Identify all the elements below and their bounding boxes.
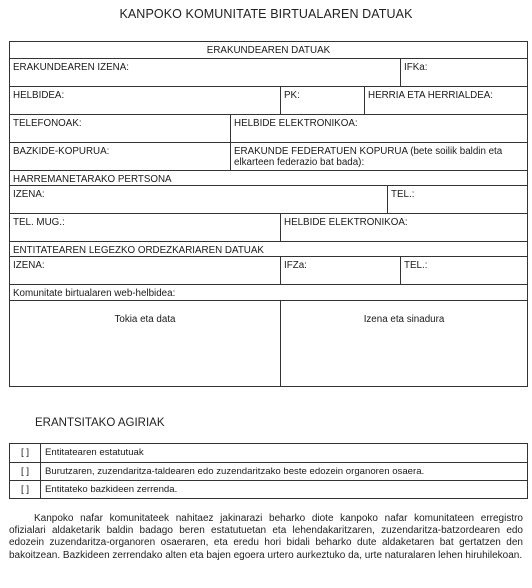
phones-field[interactable]: TELEFONOAK: bbox=[13, 118, 82, 129]
contact-email-field[interactable]: HELBIDE ELEKTRONIKOA: bbox=[280, 214, 527, 241]
entity-email-field[interactable]: HELBIDE ELEKTRONIKOA: bbox=[230, 115, 527, 142]
attachments-heading: ERANTSITAKO AGIRIAK bbox=[35, 417, 165, 429]
contact-name-field[interactable]: IZENA: bbox=[13, 189, 45, 200]
attachment-label: Burutzaren, zuzendaritza-taldearen edo zuzendaritzako beste edozein organoren osaera. bbox=[45, 466, 425, 477]
section-legal-header: ENTITATEAREN LEGEZKO ORDEZKARIAREN DATUAK bbox=[13, 245, 264, 256]
contact-tel-field[interactable]: TEL.: bbox=[387, 186, 527, 213]
federation-count-field[interactable]: ERAKUNDE FEDERATUEN KOPURUA (bete soilik baldin eta elkarteen federazio bat bada): bbox=[230, 143, 527, 170]
legal-tel-field[interactable]: TEL.: bbox=[400, 257, 527, 284]
section-contact-header: HARREMANETARAKO PERTSONA bbox=[13, 174, 172, 185]
community-data-form bbox=[9, 41, 528, 387]
legal-nif-field[interactable]: IFZa: bbox=[280, 257, 400, 284]
entity-name-field[interactable]: ERAKUNDEAREN IZENA: bbox=[13, 62, 129, 73]
attachment-checkbox[interactable]: [ ] bbox=[10, 463, 41, 480]
page-title: KANPOKO KOMUNITATE BIRTUALAREN DATUAK bbox=[119, 7, 413, 21]
place-date-field[interactable]: Tokia eta data bbox=[114, 314, 176, 325]
nif-field[interactable]: IFKa: bbox=[400, 59, 527, 86]
legal-name-field[interactable]: IZENA: bbox=[13, 260, 45, 271]
website-field[interactable]: Komunitate birtualaren web-helbidea: bbox=[13, 288, 176, 299]
attachment-row bbox=[10, 444, 527, 462]
attachments-list bbox=[9, 443, 528, 499]
postal-code-field[interactable]: PK: bbox=[280, 87, 364, 114]
attachment-label: Entitateko bazkideen zerrenda. bbox=[45, 484, 178, 495]
attachment-label: Entitatearen estatutuak bbox=[45, 447, 144, 458]
legal-note: Kanpoko nafar komunitateek nahitaez jakinarazi beharko diote kanpoko nafar komunitateen erregistro ofizialari aldaketarik baldin badago beren estatutuetan eta lehendakaritzaren, zuzendaritza-batzordearen edo edozein zuzendaritza-organoren osaeraren, eta eredu hori bidali beharko dute aldaketaren bat gertatzen den bakoitzean. Bazkideen zerrendako alten eta bajen egoera urtero aurkeztuko da, urte naturalaren lehen hiruhilekoan. bbox=[9, 513, 523, 561]
section-entity-header: ERAKUNDEAREN DATUAK bbox=[206, 45, 331, 56]
attachment-checkbox[interactable]: [ ] bbox=[10, 481, 41, 498]
name-signature-field[interactable]: Izena eta sinadura bbox=[280, 301, 527, 386]
contact-mobile-field[interactable]: TEL. MUG.: bbox=[13, 217, 65, 228]
attachment-checkbox[interactable]: [ ] bbox=[10, 444, 41, 462]
address-field[interactable]: HELBIDEA: bbox=[13, 90, 65, 101]
members-count-field[interactable]: BAZKIDE-KOPURUA: bbox=[13, 146, 110, 157]
attachment-row bbox=[10, 480, 527, 498]
city-region-field[interactable]: HERRIA ETA HERRIALDEA: bbox=[364, 87, 527, 114]
attachment-row bbox=[10, 462, 527, 480]
